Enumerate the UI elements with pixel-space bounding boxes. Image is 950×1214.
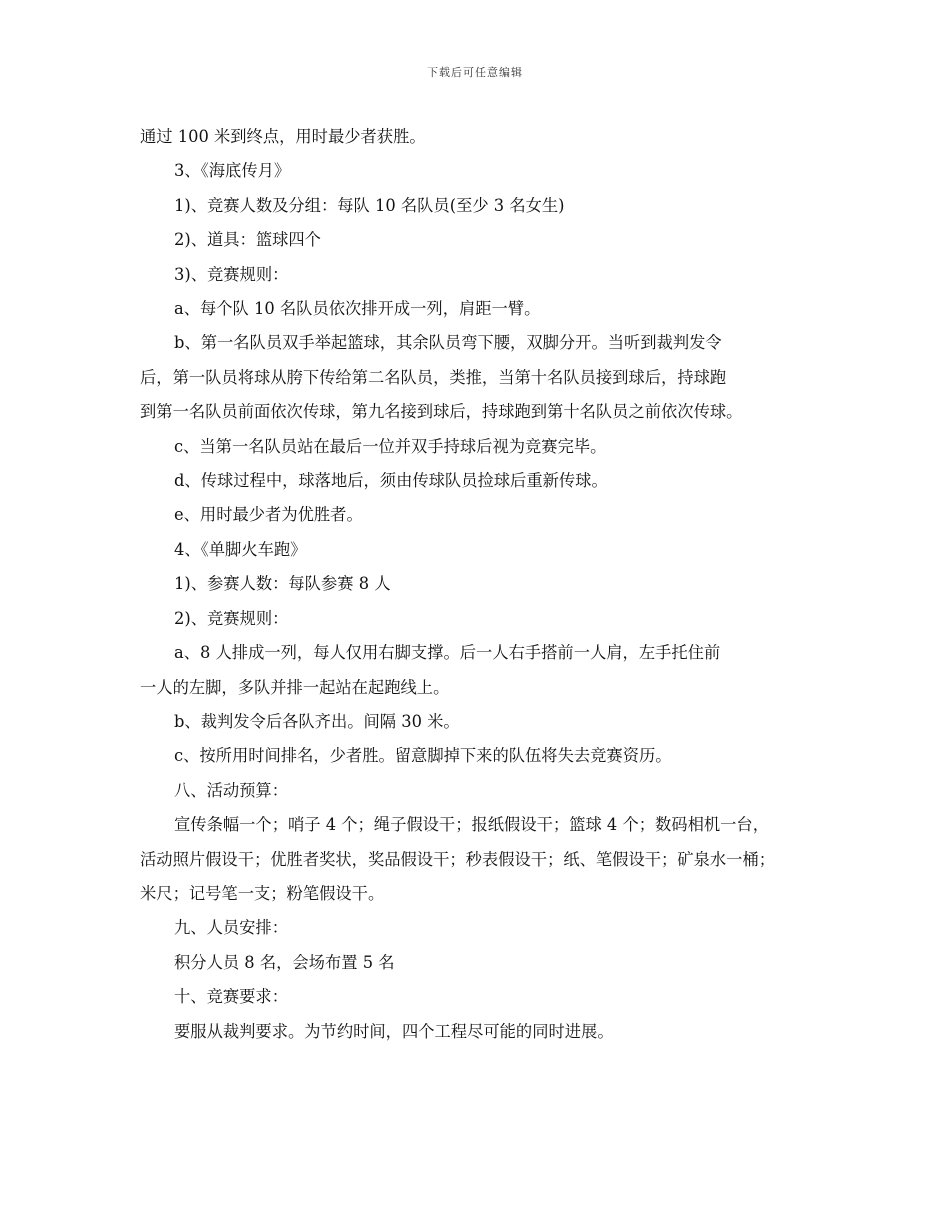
paragraph-line: a、8 人排成一列，每人仅用右脚支撑。后一人右手搭前一人肩，左手托住前 xyxy=(174,643,721,663)
paragraph-line: 3、《海底传月》 xyxy=(174,161,291,181)
paragraph-line: 4、《单脚火车跑》 xyxy=(174,539,307,559)
paragraph-line: 要服从裁判要求。为节约时间，四个工程尽可能的同时进展。 xyxy=(174,1021,614,1041)
paragraph-line: d、传球过程中，球落地后，须由传球队员捡球后重新传球。 xyxy=(174,471,608,491)
paragraph-line: 2)、竞赛规则： xyxy=(174,608,289,628)
paragraph-line: 米尺；记号笔一支；粉笔假设干。 xyxy=(140,883,385,903)
paragraph-line: 九、人员安排： xyxy=(174,918,288,938)
paragraph-line: a、每个队 10 名队员依次排开成一列，肩距一臂。 xyxy=(174,299,541,319)
paragraph-line: 到第一名队员前面依次传球，第九名接到球后，持球跑到第十名队员之前依次传球。 xyxy=(140,402,743,422)
page-header: 下载后可任意编辑 xyxy=(427,66,523,79)
paragraph-line: b、第一名队员双手举起篮球，其余队员弯下腰，双脚分开。当听到裁判发令 xyxy=(174,333,722,353)
paragraph-line: 3)、竞赛规则： xyxy=(174,264,289,284)
paragraph-line: c、当第一名队员站在最后一位并双手持球后视为竞赛完毕。 xyxy=(174,436,607,456)
paragraph-line: 2)、道具：篮球四个 xyxy=(174,230,321,250)
paragraph-line: e、用时最少者为优胜者。 xyxy=(174,505,363,525)
paragraph-line: 积分人员 8 名，会场布置 5 名 xyxy=(174,952,395,972)
paragraph-line: c、按所用时间排名，少者胜。留意脚掉下来的队伍将失去竞赛资历。 xyxy=(174,746,672,766)
paragraph-line: 1)、参赛人数：每队参赛 8 人 xyxy=(174,574,391,594)
paragraph-line: 宣传条幅一个；哨子 4 个；绳子假设干；报纸假设干；篮球 4 个；数码相机一台， xyxy=(174,815,769,835)
paragraph-line: b、裁判发令后各队齐出。间隔 30 米。 xyxy=(174,711,460,731)
paragraph-line: 后，第一队员将球从胯下传给第二名队员，类推，当第十名队员接到球后，持球跑 xyxy=(140,367,727,387)
paragraph-line: 十、竞赛要求： xyxy=(174,987,288,1007)
paragraph-line: 活动照片假设干；优胜者奖状，奖品假设干；秒表假设干；纸、笔假设干；矿泉水一桶； xyxy=(140,849,775,869)
document-body xyxy=(140,120,820,1049)
paragraph-line: 通过 100 米到终点，用时最少者获胜。 xyxy=(140,127,426,146)
paragraph-line: 八、活动预算： xyxy=(174,780,288,800)
paragraph-line: 1)、竞赛人数及分组：每队 10 名队员(至少 3 名女生) xyxy=(174,195,565,215)
paragraph-line: 一人的左脚，多队并排一起站在起跑线上。 xyxy=(140,677,450,697)
